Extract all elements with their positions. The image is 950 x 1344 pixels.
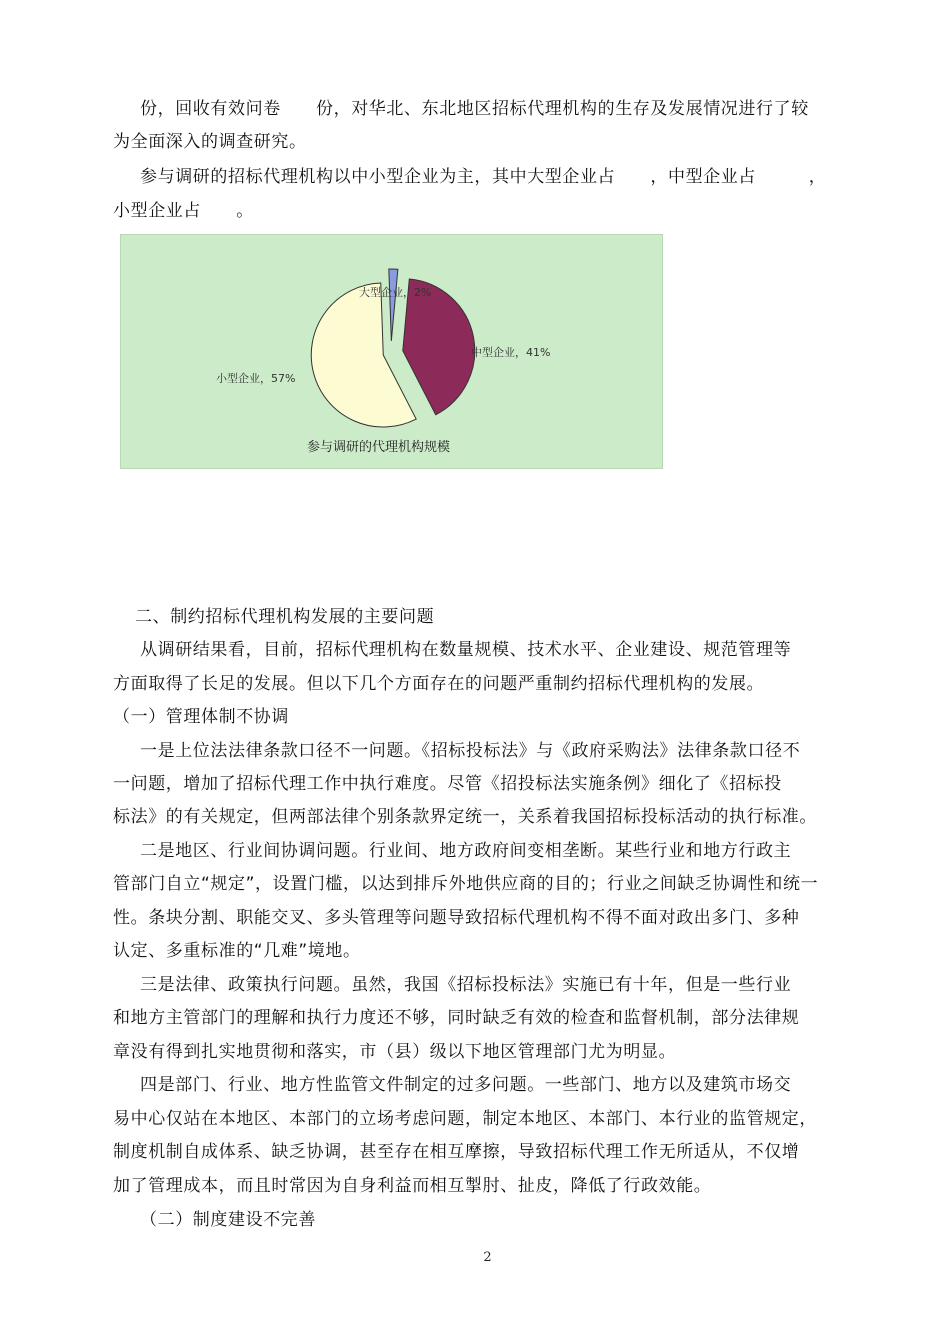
paragraph-3-line-1: 从调研结果看，目前，招标代理机构在数量规模、技术水平、企业建设、规范管理等 [140,640,792,660]
paragraph-6-line-3: 章没有得到扎实地贯彻和落实，市（县）级以下地区管理部门尤为明显。 [113,1042,677,1062]
paragraph-7-line-1: 四是部门、行业、地方性监管文件制定的过多问题。一些部门、地方以及建筑市场交 [140,1075,792,1095]
paragraph-6-line-2: 和地方主管部门的理解和执行力度还不够，同时缺乏有效的检查和监督机制，部分法律规 [113,1008,800,1028]
paragraph-7-line-3: 制度机制自成体系、缺乏协调，甚至存在相互摩擦，导致招标代理工作无所适从，不仅增 [113,1142,800,1162]
paragraph-4-line-1: 一是上位法法律条款口径不一问题。《招标投标法》与《政府采购法》法律条款口径不 [140,741,801,761]
pie-slice-medium [403,279,475,415]
paragraph-4-line-3: 标法》的有关规定，但两部法律个别条款界定统一，关系着我国招标投标活动的执行标准。 [113,807,817,827]
paragraph-1-line-2: 为全面深入的调查研究。 [113,132,307,152]
paragraph-4-line-2: 一问题，增加了招标代理工作中执行难度。尽管《招投标法实施条例》细化了《招标投 [113,774,782,794]
paragraph-7-line-2: 易中心仅站在本地区、本部门的立场考虑问题，制定本地区、本部门、本行业的监管规定， [113,1109,817,1129]
paragraph-5-line-3: 性。条块分割、职能交叉、多头管理等问题导致招标代理机构不得不面对政出多门、多种 [113,908,800,928]
chart-title: 参与调研的代理机构规模 [307,440,451,455]
paragraph-3-line-2: 方面取得了长足的发展。但以下几个方面存在的问题严重制约招标代理机构的发展。 [113,674,765,694]
paragraph-1-line-1: 份，回收有效问卷 份，对华北、东北地区招标代理机构的生存及发展情况进行了较 [140,99,809,119]
paragraph-5-line-1: 二是地区、行业间协调问题。行业间、地方政府间变相垄断。某些行业和地方行政主 [140,841,792,861]
subheading-1: （一）管理体制不协调 [113,707,289,727]
paragraph-7-line-4: 加了管理成本，而且时常因为自身利益而相互掣肘、扯皮，降低了行政效能。 [113,1176,712,1196]
paragraph-6-line-1: 三是法律、政策执行问题。虽然，我国《招标投标法》实施已有十年，但是一些行业 [140,975,792,995]
section-heading-2: 二、制约招标代理机构发展的主要问题 [135,607,435,627]
paragraph-2-line-2: 小型企业占 。 [113,201,254,221]
page-number: 2 [483,1250,492,1265]
pie-slice-large [389,269,398,341]
chart-label-medium: 中型企业，41% [471,346,551,359]
paragraph-5-line-4: 认定、多重标准的“几难”境地。 [113,941,361,961]
paragraph-2-line-1: 参与调研的招标代理机构以中小型企业为主，其中大型企业占 ，中型企业占 ， [140,167,827,187]
paragraph-5-line-2: 管部门自立“规定”，设置门槛，以达到排斥外地供应商的目的；行业之间缺乏协调性和统一 [113,874,819,894]
pie-chart [121,235,664,470]
chart-label-large: 大型企业，2% [359,286,432,299]
pie-slice-small [311,283,416,427]
subheading-2: （二）制度建设不完善 [140,1210,316,1230]
chart-label-small: 小型企业，57% [216,372,296,385]
pie-chart-container [120,234,663,469]
